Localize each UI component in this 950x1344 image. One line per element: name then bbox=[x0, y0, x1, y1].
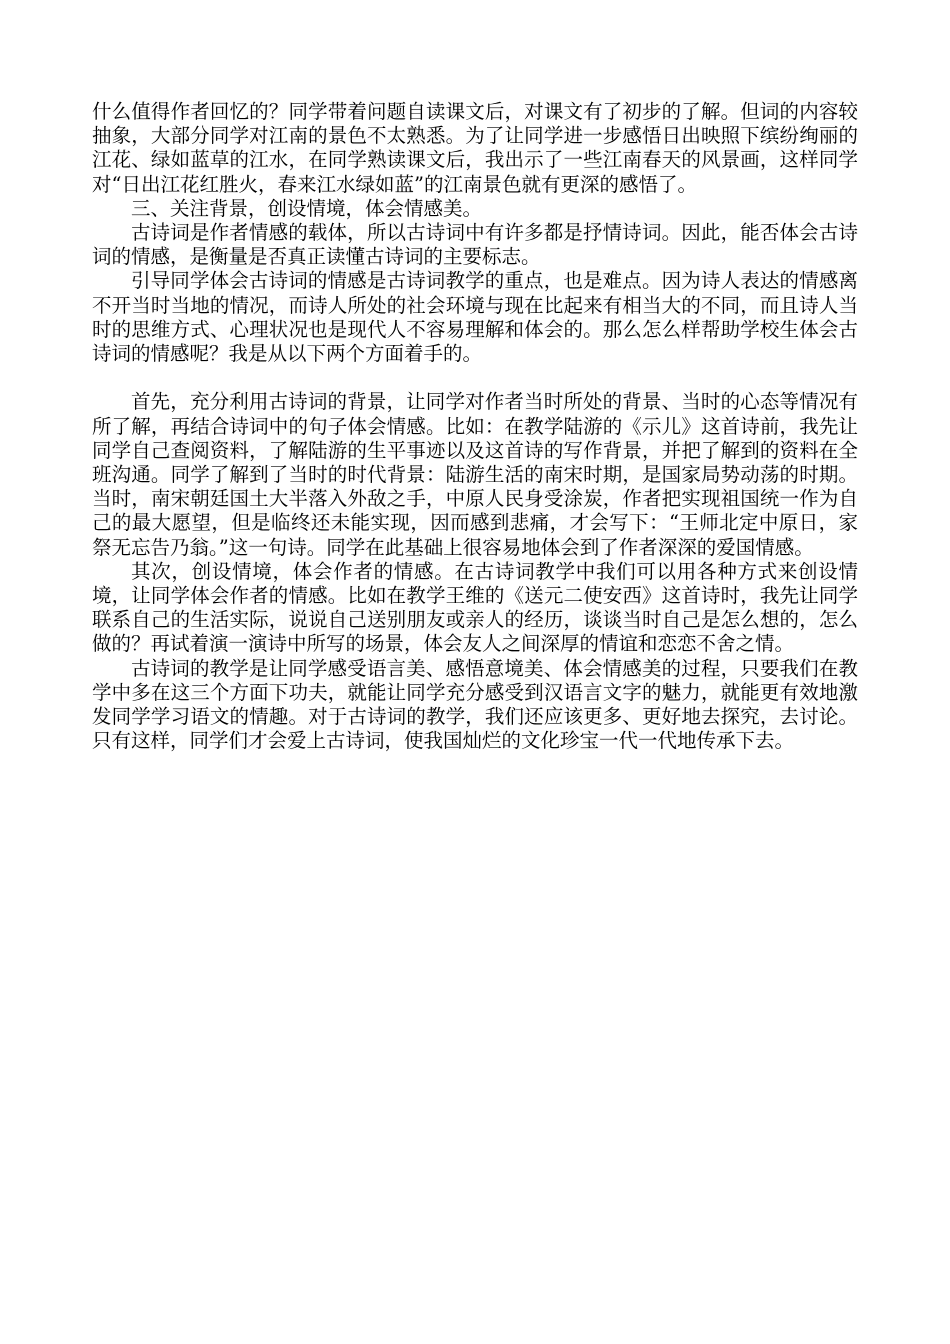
paragraph: 古诗词的教学是让同学感受语言美、感悟意境美、体会情感美的过程，只要我们在教学中多在这三个方面下功夫，就能让同学充分感受到汉语言文字的魅力，就能更有效地激发同学学习语文的情趣。对于古诗词的教学，我们还应该更多、更好地去探究，去讨论。只有这样，同学们才会爱上古诗词，使我国灿烂的文化珍宝一代一代地传承下去。 bbox=[92, 656, 858, 753]
document-page bbox=[92, 100, 858, 753]
paragraph: 首先，充分利用古诗词的背景，让同学对作者当时所处的背景、当时的心态等情况有所了解，再结合诗词中的句子体会情感。比如：在教学陆游的《示儿》这首诗前，我先让同学自己查阅资料，了解陆游的生平事迹以及这首诗的写作背景，并把了解到的资料在全班沟通。同学了解到了当时的时代背景：陆游生活的南宋时期，是国家局势动荡的时期。当时，南宋朝廷国土大半落入外敌之手，中原人民身受涂炭，作者把实现祖国统一作为自己的最大愿望，但是临终还未能实现，因而感到悲痛，才会写下：“王师北定中原日，家祭无忘告乃翁。”这一句诗。同学在此基础上很容易地体会到了作者深深的爱国情感。 bbox=[92, 390, 858, 559]
paragraph: 其次，创设情境，体会作者的情感。在古诗词教学中我们可以用各种方式来创设情境，让同学体会作者的情感。比如在教学王维的《送元二使安西》这首诗时，我先让同学联系自己的生活实际，说说自己送别朋友或亲人的经历，谈谈当时自己是怎么想的，怎么做的？再试着演一演诗中所写的场景，体会友人之间深厚的情谊和恋恋不舍之情。 bbox=[92, 559, 858, 656]
paragraph: 古诗词是作者情感的载体，所以古诗词中有许多都是抒情诗词。因此，能否体会古诗词的情感，是衡量是否真正读懂古诗词的主要标志。 bbox=[92, 221, 858, 269]
paragraph-continuation: 什么值得作者回忆的？同学带着问题自读课文后，对课文有了初步的了解。但词的内容较抽象，大部分同学对江南的景色不太熟悉。为了让同学进一步感悟日出映照下缤纷绚丽的江花、绿如蓝草的江水，在同学熟读课文后，我出示了一些江南春天的风景画，这样同学对“日出江花红胜火，春来江水绿如蓝”的江南景色就有更深的感悟了。 bbox=[92, 100, 858, 196]
blank-line bbox=[92, 366, 858, 390]
section-heading: 三、关注背景，创设情境，体会情感美。 bbox=[131, 196, 483, 220]
paragraph: 引导同学体会古诗词的情感是古诗词教学的重点，也是难点。因为诗人表达的情感离不开当时当地的情况，而诗人所处的社会环境与现在比起来有相当大的不同，而且诗人当时的思维方式、心理状况也是现代人不容易理解和体会的。那么怎么样帮助学校生体会古诗词的情感呢？我是从以下两个方面着手的。 bbox=[92, 269, 858, 366]
